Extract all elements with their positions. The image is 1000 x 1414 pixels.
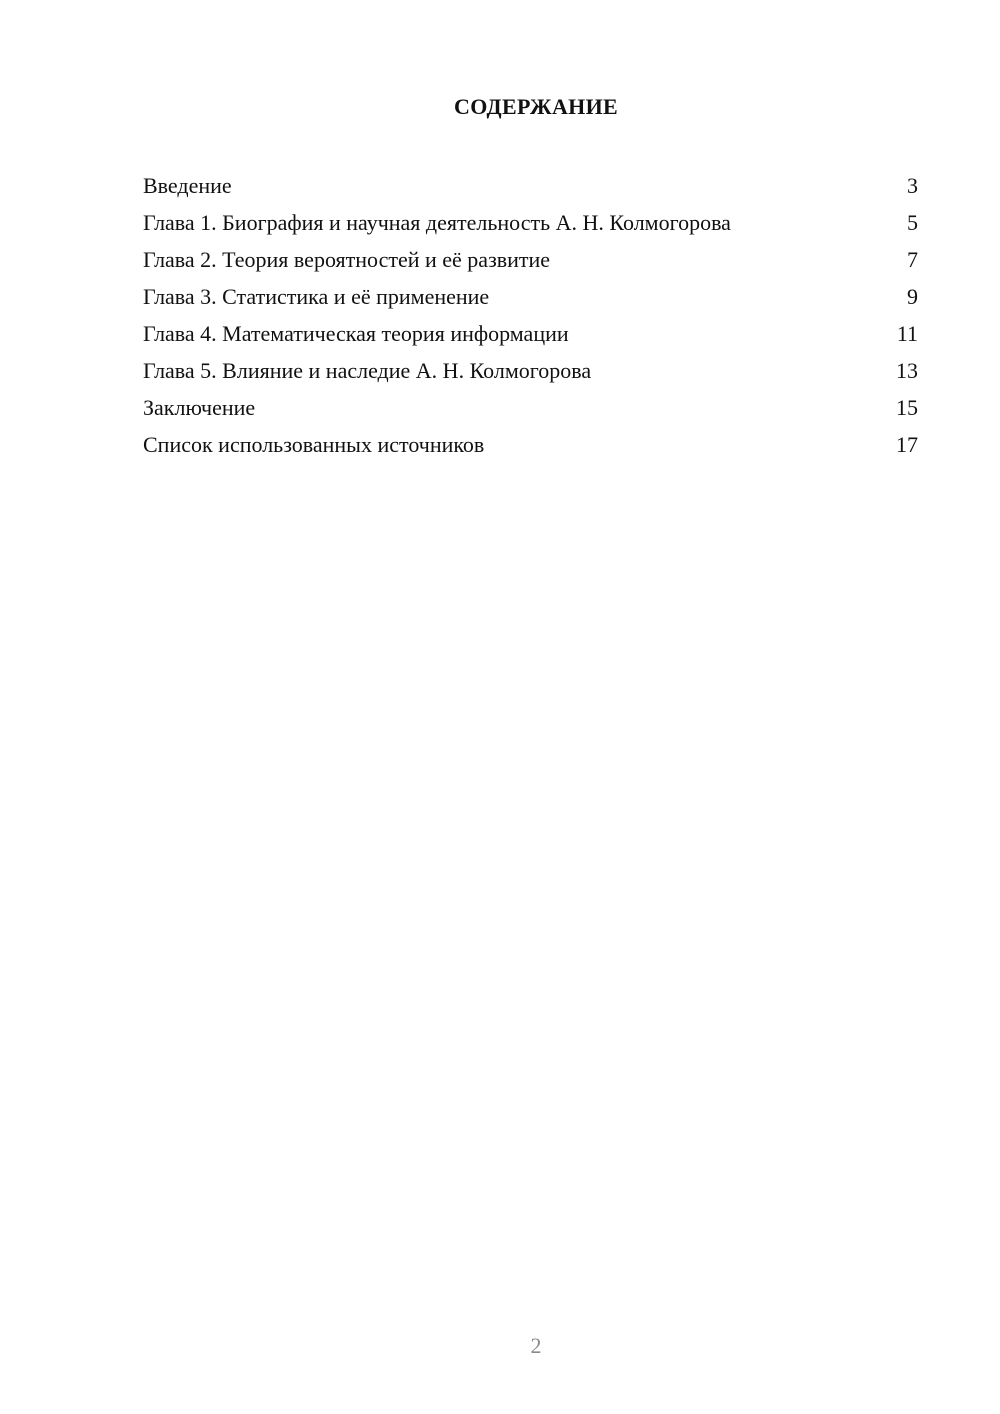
toc-entry-conclusion xyxy=(143,389,918,426)
toc-entry-page-number: 11 xyxy=(896,321,918,346)
toc-entry-chapter-1 xyxy=(143,204,918,241)
toc-entry-page-number: 13 xyxy=(896,358,918,383)
toc-entry-page-number: 5 xyxy=(907,210,918,235)
toc-entry-chapter-4 xyxy=(143,315,918,352)
toc-entry-introduction xyxy=(143,167,918,204)
toc-entry-title: Глава 4. Математическая теория информации xyxy=(143,321,569,346)
toc-entry-page-number: 7 xyxy=(907,247,918,272)
toc-heading: СОДЕРЖАНИЕ xyxy=(454,94,618,119)
toc-entry-title: Введение xyxy=(143,173,232,198)
toc-entry-page-number: 9 xyxy=(907,284,918,309)
toc-entry-references xyxy=(143,426,918,463)
toc-entry-chapter-5 xyxy=(143,352,918,389)
toc-entry-title: Глава 2. Теория вероятностей и её развитие xyxy=(143,247,551,272)
table-of-contents xyxy=(143,167,918,463)
toc-entry-title: Глава 3. Статистика и её применение xyxy=(143,284,490,309)
toc-entry-page-number: 15 xyxy=(896,395,918,420)
toc-entry-chapter-3 xyxy=(143,278,918,315)
page-number: 2 xyxy=(530,1333,542,1358)
toc-entry-title: Список использованных источников xyxy=(143,432,485,457)
toc-entry-page-number: 3 xyxy=(907,173,918,198)
toc-entry-chapter-2 xyxy=(143,241,918,278)
toc-entry-title: Заключение xyxy=(143,395,256,420)
toc-entry-title: Глава 5. Влияние и наследие А. Н. Колмогорова xyxy=(143,358,592,383)
toc-entry-title: Глава 1. Биография и научная деятельность А. Н. Колмогорова xyxy=(143,210,731,235)
toc-entry-page-number: 17 xyxy=(896,432,918,457)
